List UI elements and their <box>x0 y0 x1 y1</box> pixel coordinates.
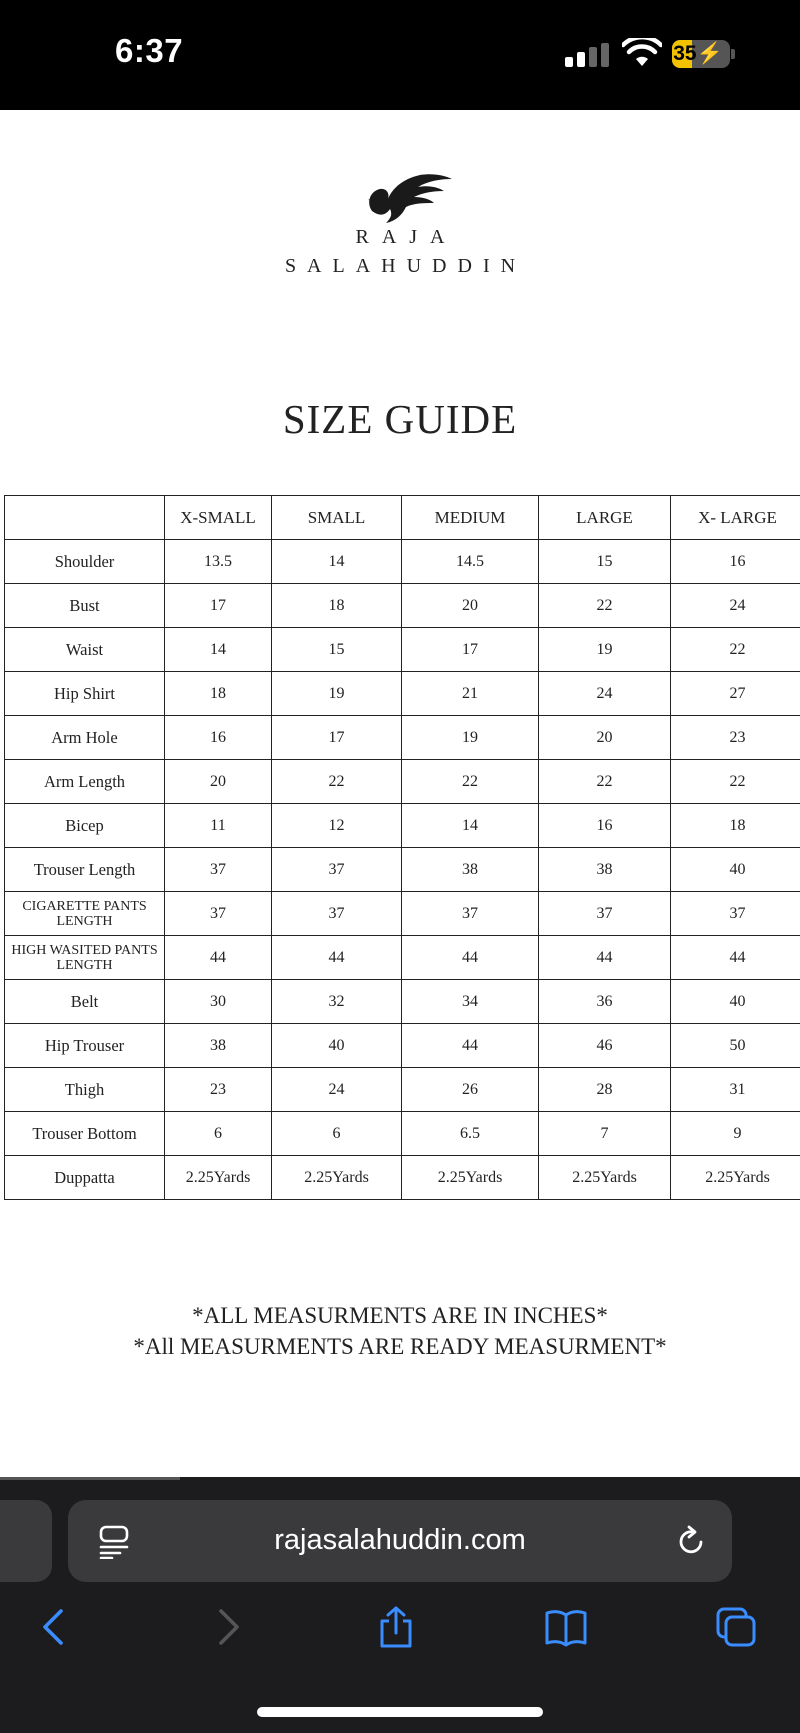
row-label: Belt <box>5 980 165 1024</box>
table-cell: 6 <box>165 1112 272 1156</box>
header-small: SMALL <box>272 496 402 540</box>
battery-percentage: 35⚡ <box>673 42 723 65</box>
table-cell: 16 <box>165 716 272 760</box>
table-cell: 37 <box>539 892 671 936</box>
table-cell: 12 <box>272 804 402 848</box>
table-cell: 37 <box>272 848 402 892</box>
table-cell: 27 <box>671 672 800 716</box>
size-guide-table <box>4 495 800 1200</box>
table-row <box>5 1024 800 1068</box>
row-label: Trouser Length <box>5 848 165 892</box>
table-cell: 18 <box>165 672 272 716</box>
table-cell: 34 <box>402 980 539 1024</box>
row-label: Arm Hole <box>5 716 165 760</box>
status-time: 6:37 <box>115 32 184 69</box>
table-cell: 18 <box>272 584 402 628</box>
table-cell: 2.25Yards <box>671 1156 800 1200</box>
row-label: Shoulder <box>5 540 165 584</box>
brand-name-line2: SALAHUDDIN <box>284 255 527 277</box>
row-label: CIGARETTE PANTS LENGTH <box>5 892 165 936</box>
table-cell: 11 <box>165 804 272 848</box>
share-icon[interactable] <box>374 1605 418 1649</box>
table-cell: 2.25Yards <box>272 1156 402 1200</box>
table-row <box>5 584 800 628</box>
table-cell: 44 <box>402 936 539 980</box>
row-label: HIGH WASITED PANTS LENGTH <box>5 936 165 980</box>
row-label: Hip Trouser <box>5 1024 165 1068</box>
header-large: LARGE <box>539 496 671 540</box>
table-row <box>5 628 800 672</box>
tabs-icon[interactable] <box>714 1605 758 1649</box>
table-row <box>5 760 800 804</box>
table-cell: 38 <box>165 1024 272 1068</box>
table-cell: 14 <box>402 804 539 848</box>
table-cell: 37 <box>671 892 800 936</box>
table-cell: 24 <box>671 584 800 628</box>
table-row <box>5 1068 800 1112</box>
table-cell: 28 <box>539 1068 671 1112</box>
table-cell: 22 <box>272 760 402 804</box>
measurement-note-inches: *ALL MEASURMENTS ARE IN INCHES* <box>192 1303 608 1328</box>
back-icon[interactable] <box>32 1605 76 1649</box>
table-row <box>5 1112 800 1156</box>
table-cell: 40 <box>671 980 800 1024</box>
table-cell: 19 <box>272 672 402 716</box>
table-row <box>5 936 800 980</box>
table-cell: 16 <box>671 540 800 584</box>
table-cell: 22 <box>402 760 539 804</box>
table-cell: 23 <box>165 1068 272 1112</box>
table-cell: 6.5 <box>402 1112 539 1156</box>
bookmarks-icon[interactable] <box>544 1605 588 1649</box>
table-cell: 19 <box>539 628 671 672</box>
table-cell: 44 <box>165 936 272 980</box>
table-cell: 20 <box>402 584 539 628</box>
table-row <box>5 980 800 1024</box>
table-row <box>5 716 800 760</box>
measurement-note-ready: *All MEASURMENTS ARE READY MEASURMENT* <box>133 1334 667 1359</box>
row-label: Thigh <box>5 1068 165 1112</box>
table-cell: 22 <box>539 760 671 804</box>
table-row <box>5 892 800 936</box>
bird-logo-icon <box>362 167 454 227</box>
table-cell: 23 <box>671 716 800 760</box>
page-title: SIZE GUIDE <box>282 396 518 442</box>
table-cell: 24 <box>272 1068 402 1112</box>
wifi-icon <box>622 38 662 68</box>
table-cell: 20 <box>539 716 671 760</box>
row-label: Trouser Bottom <box>5 1112 165 1156</box>
table-cell: 26 <box>402 1068 539 1112</box>
page-load-progress <box>0 1477 180 1480</box>
battery-icon <box>672 40 730 68</box>
row-label: Bicep <box>5 804 165 848</box>
table-cell: 21 <box>402 672 539 716</box>
table-cell: 18 <box>671 804 800 848</box>
row-label: Hip Shirt <box>5 672 165 716</box>
table-row <box>5 804 800 848</box>
brand-name-line1: RAJA <box>355 226 458 248</box>
table-cell: 40 <box>272 1024 402 1068</box>
header-cell-empty <box>5 496 165 540</box>
table-cell: 17 <box>402 628 539 672</box>
table-cell: 16 <box>539 804 671 848</box>
table-cell: 22 <box>539 584 671 628</box>
row-label: Duppatta <box>5 1156 165 1200</box>
table-row <box>5 672 800 716</box>
table-cell: 9 <box>671 1112 800 1156</box>
table-cell: 19 <box>402 716 539 760</box>
table-cell: 36 <box>539 980 671 1024</box>
table-cell: 2.25Yards <box>402 1156 539 1200</box>
table-cell: 22 <box>671 760 800 804</box>
header-medium: MEDIUM <box>402 496 539 540</box>
table-cell: 44 <box>272 936 402 980</box>
table-cell: 14.5 <box>402 540 539 584</box>
header-x-small: X-SMALL <box>165 496 272 540</box>
cellular-signal-icon <box>565 43 609 67</box>
url-text[interactable]: rajasalahuddin.com <box>274 1524 526 1556</box>
table-cell: 7 <box>539 1112 671 1156</box>
table-cell: 38 <box>539 848 671 892</box>
table-cell: 32 <box>272 980 402 1024</box>
table-cell: 14 <box>165 628 272 672</box>
table-cell: 14 <box>272 540 402 584</box>
row-label: Waist <box>5 628 165 672</box>
row-label: Arm Length <box>5 760 165 804</box>
table-cell: 44 <box>539 936 671 980</box>
table-cell: 46 <box>539 1024 671 1068</box>
table-cell: 24 <box>539 672 671 716</box>
table-cell: 37 <box>165 892 272 936</box>
table-cell: 6 <box>272 1112 402 1156</box>
table-row <box>5 848 800 892</box>
table-header-row <box>5 496 800 540</box>
table-row <box>5 540 800 584</box>
table-cell: 17 <box>165 584 272 628</box>
table-cell: 22 <box>671 628 800 672</box>
table-cell: 37 <box>165 848 272 892</box>
table-cell: 38 <box>402 848 539 892</box>
table-row <box>5 1156 800 1200</box>
table-cell: 50 <box>671 1024 800 1068</box>
table-cell: 44 <box>671 936 800 980</box>
table-cell: 15 <box>272 628 402 672</box>
table-cell: 15 <box>539 540 671 584</box>
table-cell: 37 <box>272 892 402 936</box>
reload-icon[interactable] <box>676 1524 708 1558</box>
table-cell: 40 <box>671 848 800 892</box>
table-cell: 30 <box>165 980 272 1024</box>
table-cell: 31 <box>671 1068 800 1112</box>
header-x-large: X- LARGE <box>671 496 800 540</box>
table-cell: 44 <box>402 1024 539 1068</box>
table-cell: 17 <box>272 716 402 760</box>
table-cell: 37 <box>402 892 539 936</box>
forward-icon[interactable] <box>206 1605 250 1649</box>
status-bar <box>0 0 800 110</box>
table-cell: 2.25Yards <box>165 1156 272 1200</box>
table-cell: 13.5 <box>165 540 272 584</box>
row-label: Bust <box>5 584 165 628</box>
table-cell: 20 <box>165 760 272 804</box>
table-cell: 2.25Yards <box>539 1156 671 1200</box>
home-indicator[interactable] <box>257 1707 543 1717</box>
